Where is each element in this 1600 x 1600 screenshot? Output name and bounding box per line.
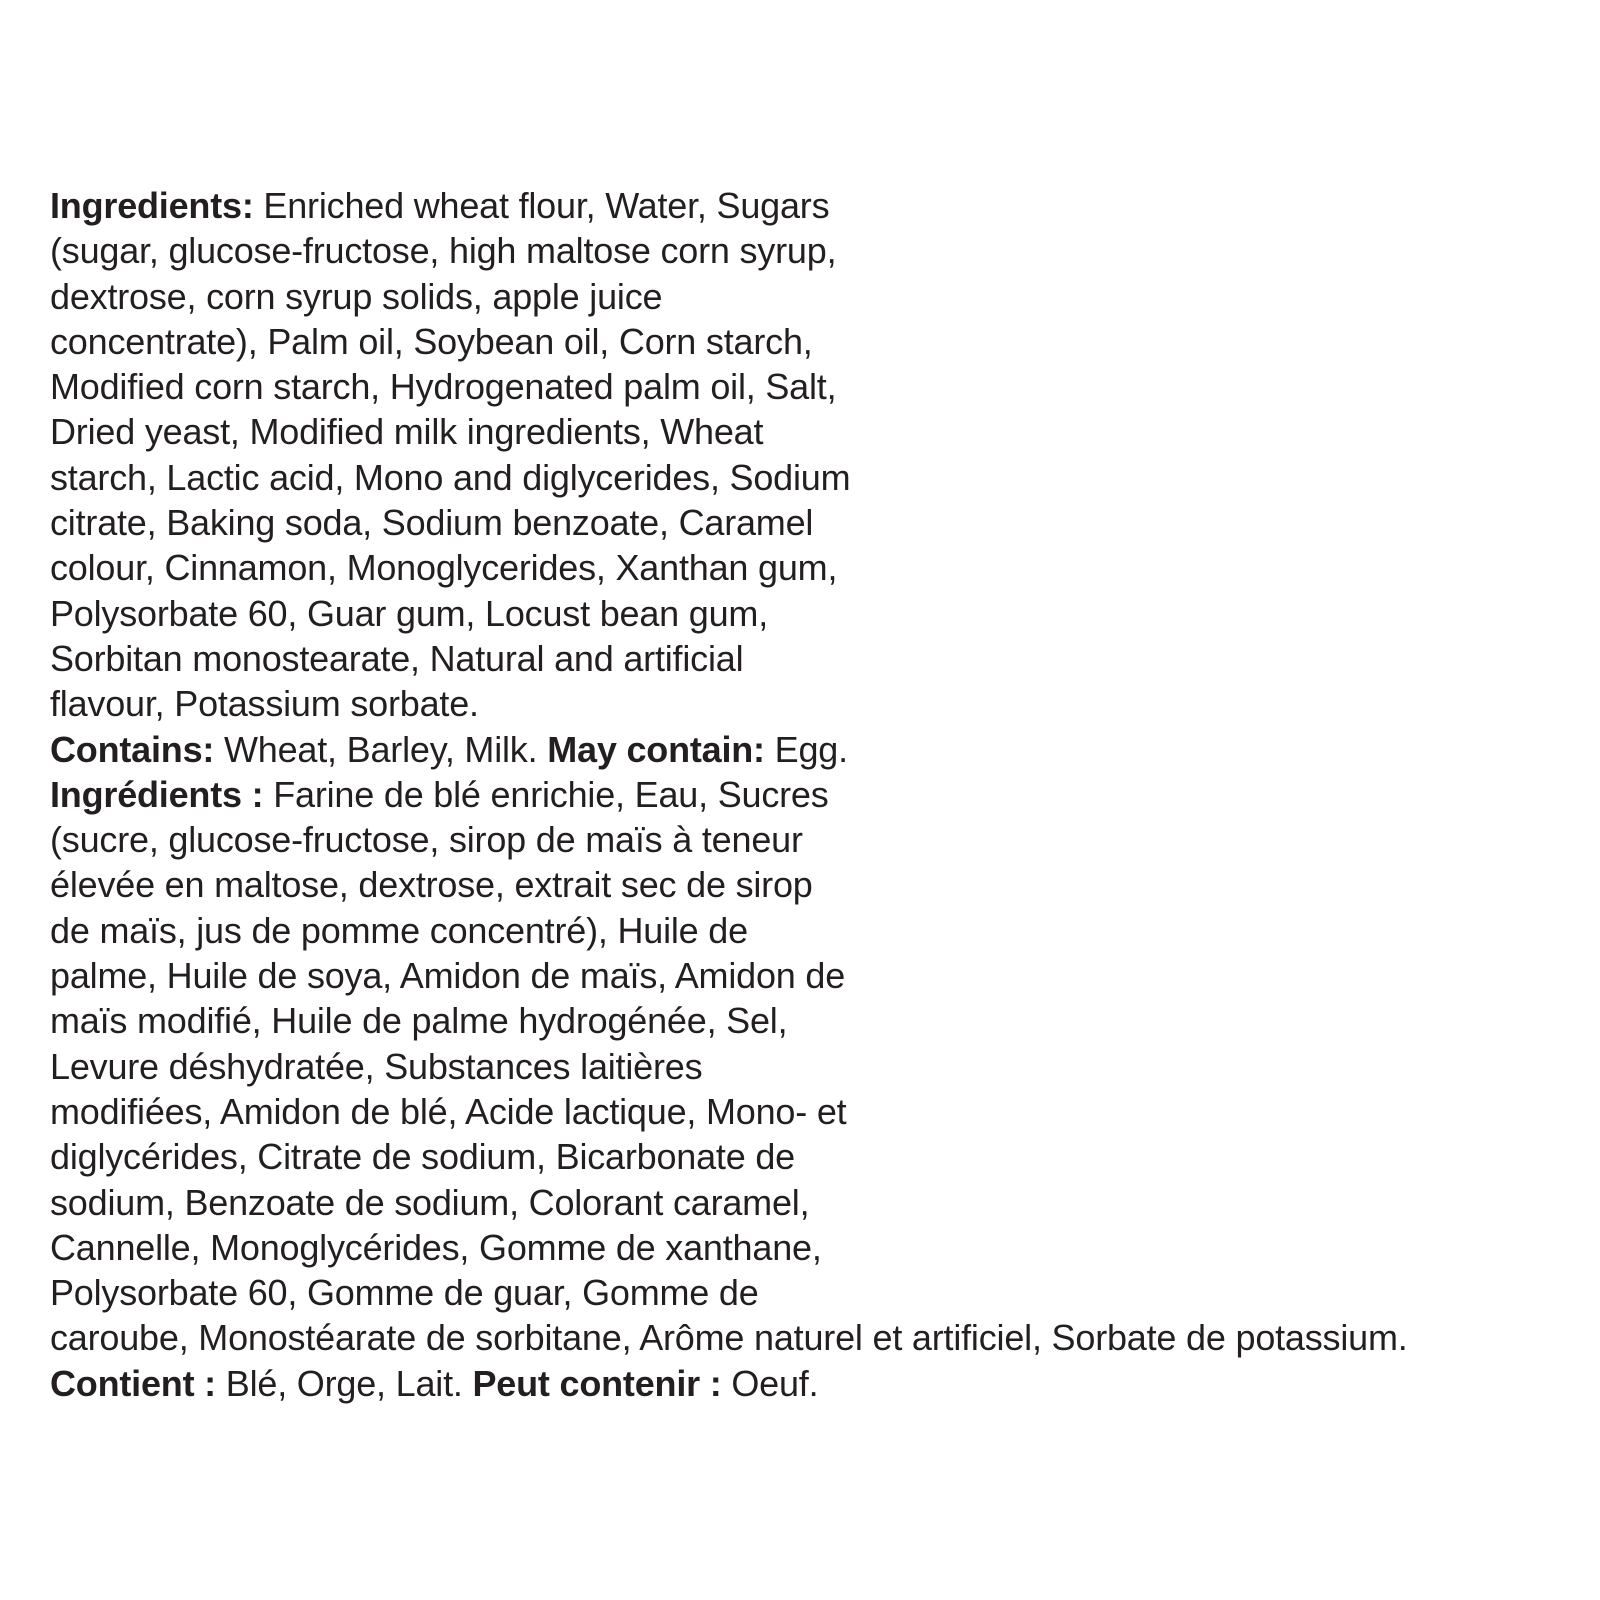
fr-contains-heading: Contient : — [50, 1362, 216, 1404]
en-line-1: (sugar, glucose-fructose, high maltose corn syrup, — [50, 230, 837, 272]
fr-line-10: Cannelle, Monoglycérides, Gomme de xanthane, — [50, 1226, 822, 1268]
fr-line-6: Levure déshydratée, Substances laitières — [50, 1045, 703, 1087]
en-line-3: concentrate), Palm oil, Soybean oil, Corn starch, — [50, 320, 813, 362]
fr-contains-text: Blé, Orge, Lait. — [215, 1362, 473, 1404]
fr-ingredients-heading: Ingrédients : — [50, 773, 264, 815]
fr-line-3: de maïs, jus de pomme concentré), Huile de — [50, 909, 748, 951]
fr-allergen-line — [50, 1361, 1580, 1406]
en-allergen-line — [50, 727, 1580, 772]
fr-line-5: maïs modifié, Huile de palme hydrogénée, Sel, — [50, 1000, 788, 1042]
fr-line-8: diglycérides, Citrate de sodium, Bicarbonate de — [50, 1136, 796, 1178]
en-line-8: colour, Cinnamon, Monoglycerides, Xanthan gum, — [50, 547, 838, 589]
fr-line-7: modifiées, Amidon de blé, Acide lactique, Mono- et — [50, 1090, 847, 1132]
en-line-9: Polysorbate 60, Guar gum, Locust bean gum, — [50, 592, 769, 634]
ingredient-label — [50, 183, 1580, 1406]
fr-line-1: (sucre, glucose-fructose, sirop de maïs à teneur — [50, 819, 803, 861]
en-may-contain-text: Egg. — [764, 728, 848, 770]
en-line-4: Modified corn starch, Hydrogenated palm oil, Salt, — [50, 366, 837, 408]
en-line-2: dextrose, corn syrup solids, apple juice — [50, 275, 663, 317]
fr-line-0: Ingrédients : Farine de blé enrichie, Eau, Sucres — [50, 773, 829, 815]
en-line-10: Sorbitan monostearate, Natural and artificial — [50, 637, 744, 679]
fr-line-11: Polysorbate 60, Gomme de guar, Gomme de — [50, 1272, 759, 1314]
en-contains-heading: Contains: — [50, 728, 215, 770]
fr-may-contain-heading: Peut contenir : — [472, 1362, 722, 1404]
fr-line-2: élevée en maltose, dextrose, extrait sec de sirop — [50, 864, 813, 906]
en-contains-text: Wheat, Barley, Milk. — [214, 728, 548, 770]
en-line-5: Dried yeast, Modified milk ingredients, Wheat — [50, 411, 764, 453]
fr-line-12: caroube, Monostéarate de sorbitane, Arôme naturel et artificiel, Sorbate de potassium. — [50, 1317, 1408, 1359]
fr-may-contain-text: Oeuf. — [721, 1362, 819, 1404]
en-line-7: citrate, Baking soda, Sodium benzoate, Caramel — [50, 502, 814, 544]
en-line-6: starch, Lactic acid, Mono and diglycerides, Sodium — [50, 456, 851, 498]
en-ingredients-heading: Ingredients: — [50, 185, 254, 226]
en-line-0: Ingredients: Enriched wheat flour, Water, Sugars — [50, 185, 830, 226]
en-may-contain-heading: May contain: — [547, 728, 765, 770]
en-line-11: flavour, Potassium sorbate. — [50, 683, 479, 725]
fr-line-9: sodium, Benzoate de sodium, Colorant caramel, — [50, 1181, 810, 1223]
fr-line-4: palme, Huile de soya, Amidon de maïs, Amidon de — [50, 955, 846, 997]
